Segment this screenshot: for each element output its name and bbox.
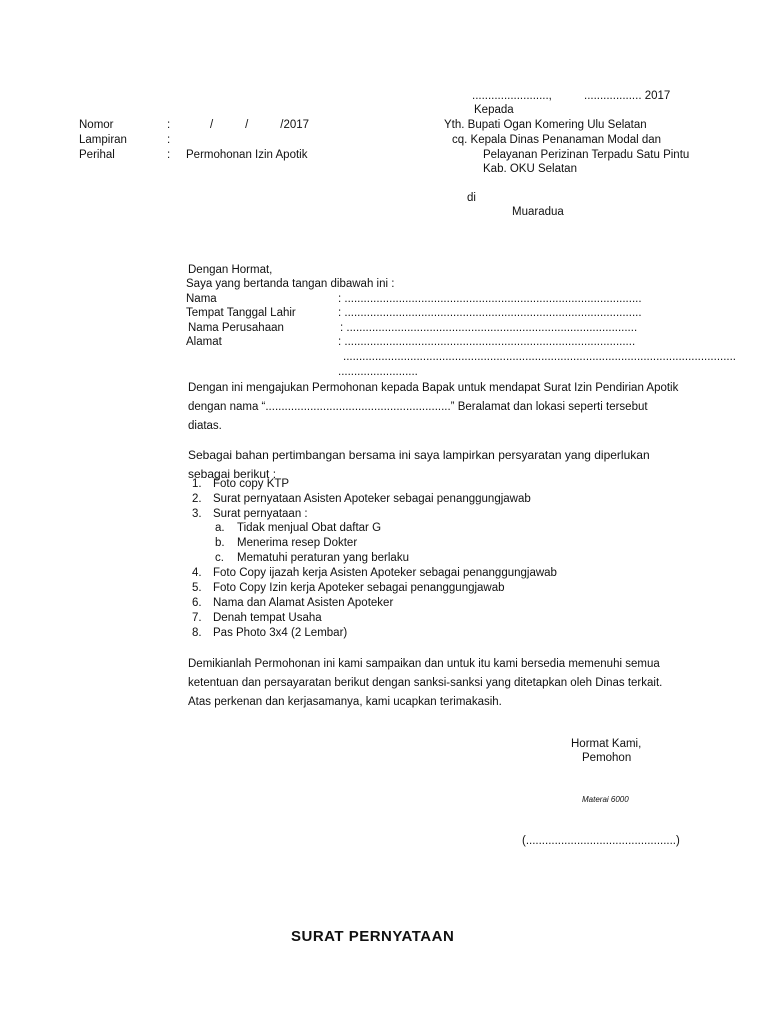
- req-text: Foto copy KTP: [213, 478, 290, 490]
- req-num: 6.: [192, 597, 202, 609]
- signature-name-line: (...............................................): [522, 835, 680, 847]
- field-label-ttl: Tempat Tanggal Lahir: [186, 307, 296, 319]
- req-text: Surat pernyataan :: [213, 508, 308, 520]
- req-text: Nama dan Alamat Asisten Apoteker: [213, 597, 394, 609]
- request-paragraph: Dengan ini mengajukan Permohonan kepada Bapak untuk mendapat Surat Izin Pendirian Apotik dengan nama “..........................................................” Beralamat dan lokasi seperti tersebut diatas.: [188, 382, 679, 432]
- field-value-ttl: : .............................................................................................: [338, 307, 642, 319]
- field-label-perusahaan: Nama Perusahaan: [188, 322, 284, 334]
- requirements-intro: Sebagai bahan pertimbangan bersama ini saya lampirkan persyaratan yang diperlukan sebagai berikut :: [188, 448, 650, 481]
- req-text: Pas Photo 3x4 (2 Lembar): [213, 627, 348, 639]
- req-num: 1.: [192, 478, 202, 490]
- req-subtext: Tidak menjual Obat daftar G: [237, 522, 382, 534]
- perihal-label: Perihal: [79, 149, 115, 161]
- materai-label: Materai 6000: [582, 795, 629, 804]
- req-num: 5.: [192, 582, 202, 594]
- lampiran-colon: :: [167, 134, 171, 146]
- pemohon-label: Pemohon: [582, 752, 632, 764]
- city-label: Muaradua: [512, 206, 564, 218]
- recipient-line-2: cq. Kepala Dinas Penanaman Modal dan: [452, 134, 662, 146]
- lampiran-label: Lampiran: [79, 134, 127, 146]
- req-num: 8.: [192, 627, 202, 639]
- field-label-nama: Nama: [186, 293, 217, 305]
- perihal-value: Permohonan Izin Apotik: [186, 149, 308, 161]
- req-num: 7.: [192, 612, 202, 624]
- closing-paragraph: Demikianlah Permohonan ini kami sampaikan dan untuk itu kami bersedia memenuhi semua ketentuan dan persayaratan berikut dengan sanksi-sanksi yang ditetapkan oleh Dinas terkait. Atas perkenan dan kerjasamanya, kami ucapkan terimakasih.: [188, 658, 663, 708]
- req-text: Foto Copy ijazah kerja Asisten Apoteker sebagai penanggungjawab: [213, 567, 557, 579]
- intro-text: Saya yang bertanda tangan dibawah ini :: [186, 278, 395, 290]
- date-place: ........................,: [472, 90, 552, 102]
- req-subtext: Mematuhi peraturan yang berlaku: [237, 552, 409, 564]
- recipient-line-1: Yth. Bupati Ogan Komering Ulu Selatan: [444, 119, 647, 131]
- field-label-alamat: Alamat: [186, 336, 222, 348]
- req-subnum: c.: [215, 552, 224, 564]
- field-value-nama: : .............................................................................................: [338, 293, 642, 305]
- recipient-line-4: Kab. OKU Selatan: [483, 163, 577, 175]
- alamat-continuation-2: .........................: [338, 366, 418, 378]
- date-value: .................. 2017: [584, 90, 671, 102]
- req-text: Foto Copy Izin kerja Apoteker sebagai penanggungjawab: [213, 582, 505, 594]
- nomor-value: / / /2017: [210, 119, 310, 131]
- hormat-kami: Hormat Kami,: [571, 738, 642, 750]
- kepada-label: Kepada: [474, 104, 514, 116]
- req-num: 4.: [192, 567, 202, 579]
- nomor-label: Nomor: [79, 119, 114, 131]
- req-num: 2.: [192, 493, 202, 505]
- req-text: Denah tempat Usaha: [213, 612, 322, 624]
- nomor-colon: :: [167, 119, 171, 131]
- field-value-alamat: : ...........................................................................................: [338, 336, 636, 348]
- alamat-continuation-1: ...........................................................................................................................: [343, 351, 736, 363]
- field-value-perusahaan: : ...........................................................................................: [340, 322, 638, 334]
- recipient-line-3: Pelayanan Perizinan Terpadu Satu Pintu: [483, 149, 690, 161]
- surat-pernyataan-title: SURAT PERNYATAAN: [291, 928, 455, 945]
- req-num: 3.: [192, 508, 202, 520]
- req-text: Surat pernyataan Asisten Apoteker sebagai penanggungjawab: [213, 493, 531, 505]
- req-subtext: Menerima resep Dokter: [237, 537, 358, 549]
- greeting: Dengan Hormat,: [188, 264, 273, 276]
- req-subnum: b.: [215, 537, 225, 549]
- di-label: di: [467, 192, 476, 204]
- perihal-colon: :: [167, 149, 171, 161]
- req-subnum: a.: [215, 522, 225, 534]
